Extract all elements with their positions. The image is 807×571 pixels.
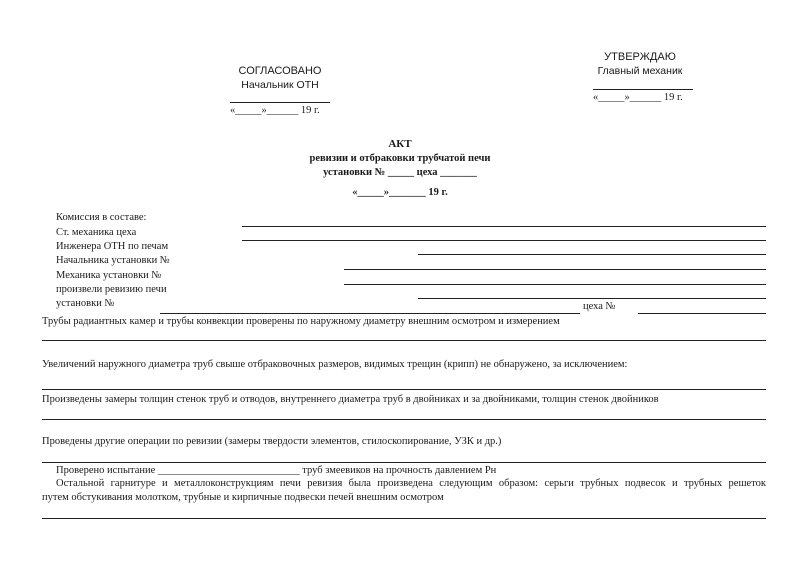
pressure-test-blank: ___________________________ bbox=[157, 465, 300, 476]
pressure-test-label: Проверено испытание bbox=[56, 465, 156, 476]
fill-line bbox=[42, 518, 766, 519]
right-approval-signature-line bbox=[593, 89, 693, 90]
fill-line bbox=[344, 284, 766, 285]
commission-member: Механика установки № bbox=[56, 270, 162, 281]
act-date: «_____»_______ 19 г. bbox=[352, 187, 448, 198]
right-approval-position: Главный механик bbox=[597, 65, 683, 77]
fill-line bbox=[42, 462, 766, 463]
commission-member: Начальника установки № bbox=[56, 255, 170, 266]
right-approval-title: УТВЕРЖДАЮ bbox=[604, 51, 676, 63]
radiant-pipes-text: Трубы радиантных камер и трубы конвекции проверены по наружному диаметру внешним осмотром и измерением bbox=[42, 316, 560, 327]
pressure-test-suffix: труб змеевиков на прочность давлением Рн bbox=[302, 465, 497, 476]
shop-label: цеха № bbox=[583, 301, 616, 312]
unit-label: установки № bbox=[56, 298, 115, 309]
left-approval-signature-line bbox=[230, 102, 330, 103]
commission-member: Ст. механика цеха bbox=[56, 227, 137, 238]
diameter-increase-text: Увеличений наружного диаметра труб свыше отбраковочных размеров, видимых трещин (крипп) не обнаружено, за исключением: bbox=[42, 359, 628, 370]
commission-member: Инженера ОТН по печам bbox=[56, 241, 169, 252]
fill-line bbox=[242, 226, 766, 227]
fill-line bbox=[418, 298, 766, 299]
fittings-text-line1: Остальной гарнитуре и металлоконструкциям печи ревизия была произведена следующим образом: серьги трубных подвесок и трубных решеток bbox=[56, 478, 766, 489]
revision-label: произвели ревизию печи bbox=[56, 284, 167, 295]
pressure-test-line bbox=[56, 466, 496, 477]
fill-line bbox=[42, 389, 766, 390]
left-approval-position: Начальник ОТН bbox=[241, 79, 319, 91]
act-subtitle: ревизии и отбраковки трубчатой печи bbox=[309, 153, 491, 164]
commission-intro: Комиссия в составе: bbox=[56, 212, 147, 223]
fill-line bbox=[418, 254, 766, 255]
fill-line bbox=[160, 313, 580, 314]
left-approval-date: «_____»______ 19 г. bbox=[230, 105, 320, 116]
left-approval-title: СОГЛАСОВАНО bbox=[238, 65, 322, 77]
fill-line bbox=[42, 419, 766, 420]
act-unit-line: установки № _____ цеха _______ bbox=[323, 167, 477, 178]
fill-line bbox=[638, 313, 766, 314]
right-approval-date: «_____»______ 19 г. bbox=[593, 92, 683, 103]
fill-line bbox=[344, 269, 766, 270]
act-title: АКТ bbox=[388, 138, 412, 150]
other-operations-text: Проведены другие операции по ревизии (замеры твердости элементов, стилоскопирование, УЗК и др.) bbox=[42, 436, 502, 447]
fittings-text-line2: путем обстукивания молотком, трубные и кирпичные подвески печей внешним осмотром bbox=[42, 492, 444, 503]
fill-line bbox=[42, 340, 766, 341]
thickness-text: Произведены замеры толщин стенок труб и отводов, внутреннего диаметра труб в двойниках и за двойниками, толщин стенок двойников bbox=[42, 394, 659, 405]
fill-line bbox=[242, 240, 766, 241]
